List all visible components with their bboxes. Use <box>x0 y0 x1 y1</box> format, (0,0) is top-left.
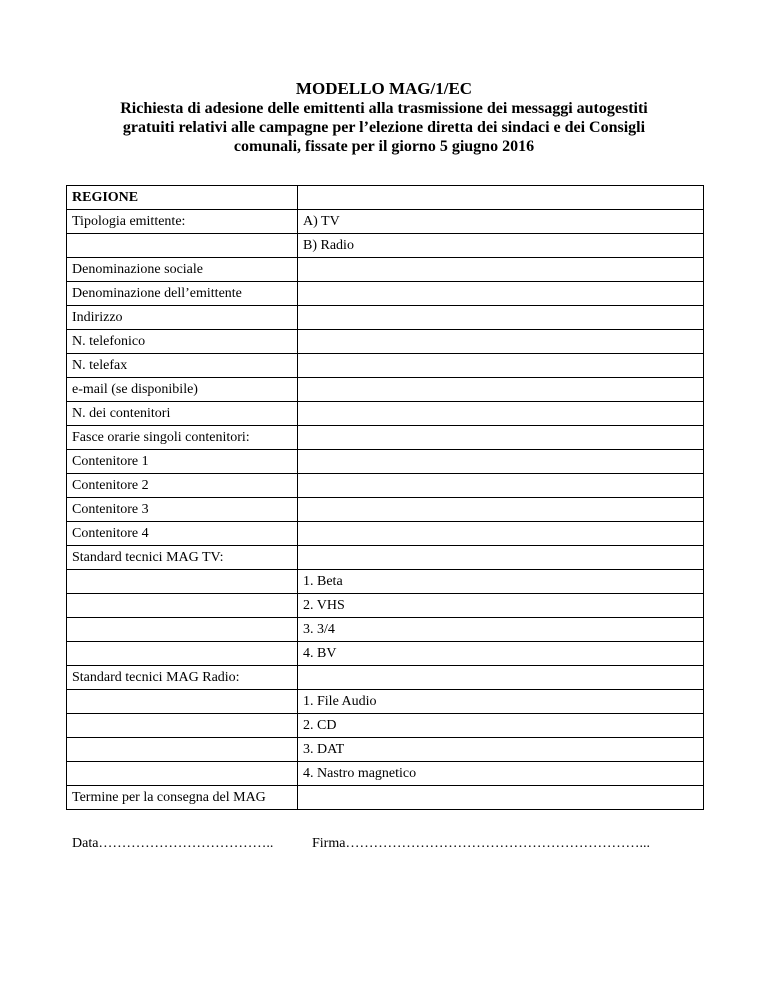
field-value[interactable]: A) TV <box>298 210 704 234</box>
table-row <box>67 546 704 570</box>
table-row <box>67 378 704 402</box>
field-value[interactable] <box>298 282 704 306</box>
table-row <box>67 690 704 714</box>
field-label: N. telefonico <box>67 330 298 354</box>
table-row <box>67 498 704 522</box>
table-row <box>67 330 704 354</box>
field-value[interactable]: 1. File Audio <box>298 690 704 714</box>
date-field[interactable]: Data……………………………….. <box>72 836 274 851</box>
field-label: Termine per la consegna del MAG <box>67 786 298 810</box>
field-value[interactable] <box>298 786 704 810</box>
signature-field[interactable]: Firma………………………………………………………... <box>312 836 650 851</box>
field-label: N. telefax <box>67 354 298 378</box>
field-label: Tipologia emittente: <box>67 210 298 234</box>
table-row <box>67 186 704 210</box>
field-value[interactable]: 2. CD <box>298 714 704 738</box>
field-label <box>67 714 298 738</box>
field-value[interactable] <box>298 378 704 402</box>
field-label: Standard tecnici MAG Radio: <box>67 666 298 690</box>
field-label: Contenitore 4 <box>67 522 298 546</box>
table-row <box>67 426 704 450</box>
field-value[interactable] <box>298 522 704 546</box>
field-value[interactable] <box>298 186 704 210</box>
field-label: Standard tecnici MAG TV: <box>67 546 298 570</box>
field-label: Contenitore 3 <box>67 498 298 522</box>
document-header <box>60 79 708 156</box>
table-row <box>67 714 704 738</box>
field-value[interactable]: 4. BV <box>298 642 704 666</box>
field-value[interactable]: 2. VHS <box>298 594 704 618</box>
field-label: Denominazione dell’emittente <box>67 282 298 306</box>
field-label <box>67 738 298 762</box>
field-value[interactable]: 4. Nastro magnetico <box>298 762 704 786</box>
table-row <box>67 402 704 426</box>
field-label: N. dei contenitori <box>67 402 298 426</box>
field-label: Denominazione sociale <box>67 258 298 282</box>
field-label: Contenitore 1 <box>67 450 298 474</box>
document-subtitle-line-2: gratuiti relativi alle campagne per l’elezione diretta dei sindaci e dei Consigli <box>122 119 646 136</box>
field-label <box>67 690 298 714</box>
field-label <box>67 570 298 594</box>
table-row <box>67 762 704 786</box>
table-row <box>67 594 704 618</box>
table-row <box>67 642 704 666</box>
field-value[interactable] <box>298 354 704 378</box>
field-value[interactable] <box>298 666 704 690</box>
field-value[interactable]: 3. DAT <box>298 738 704 762</box>
field-value[interactable] <box>298 330 704 354</box>
table-row <box>67 258 704 282</box>
field-value[interactable] <box>298 306 704 330</box>
field-value[interactable] <box>298 426 704 450</box>
document-subtitle-line-1: Richiesta di adesione delle emittenti alla trasmissione dei messaggi autogestiti <box>120 100 648 117</box>
field-label <box>67 234 298 258</box>
table-row <box>67 282 704 306</box>
field-label: Fasce orarie singoli contenitori: <box>67 426 298 450</box>
field-value[interactable] <box>298 402 704 426</box>
field-label <box>67 618 298 642</box>
field-value[interactable] <box>298 258 704 282</box>
field-label: REGIONE <box>67 186 298 210</box>
table-row <box>67 354 704 378</box>
table-row <box>67 786 704 810</box>
application-form-table <box>66 185 704 810</box>
field-label: e-mail (se disponibile) <box>67 378 298 402</box>
field-label: Indirizzo <box>67 306 298 330</box>
field-value[interactable]: B) Radio <box>298 234 704 258</box>
table-row <box>67 234 704 258</box>
field-value[interactable]: 1. Beta <box>298 570 704 594</box>
field-label <box>67 762 298 786</box>
field-label <box>67 594 298 618</box>
table-row <box>67 738 704 762</box>
table-row <box>67 522 704 546</box>
table-row <box>67 618 704 642</box>
field-value[interactable] <box>298 450 704 474</box>
field-value[interactable] <box>298 474 704 498</box>
table-row <box>67 666 704 690</box>
table-row <box>67 474 704 498</box>
document-subtitle-line-3: comunali, fissate per il giorno 5 giugno 2016 <box>233 138 535 155</box>
field-value[interactable] <box>298 546 704 570</box>
field-value[interactable]: 3. 3/4 <box>298 618 704 642</box>
document-title: MODELLO MAG/1/EC <box>295 79 473 98</box>
field-value[interactable] <box>298 498 704 522</box>
field-label <box>67 642 298 666</box>
form-table-body <box>67 186 704 810</box>
table-row <box>67 306 704 330</box>
table-row <box>67 450 704 474</box>
field-label: Contenitore 2 <box>67 474 298 498</box>
table-row <box>67 570 704 594</box>
table-row <box>67 210 704 234</box>
